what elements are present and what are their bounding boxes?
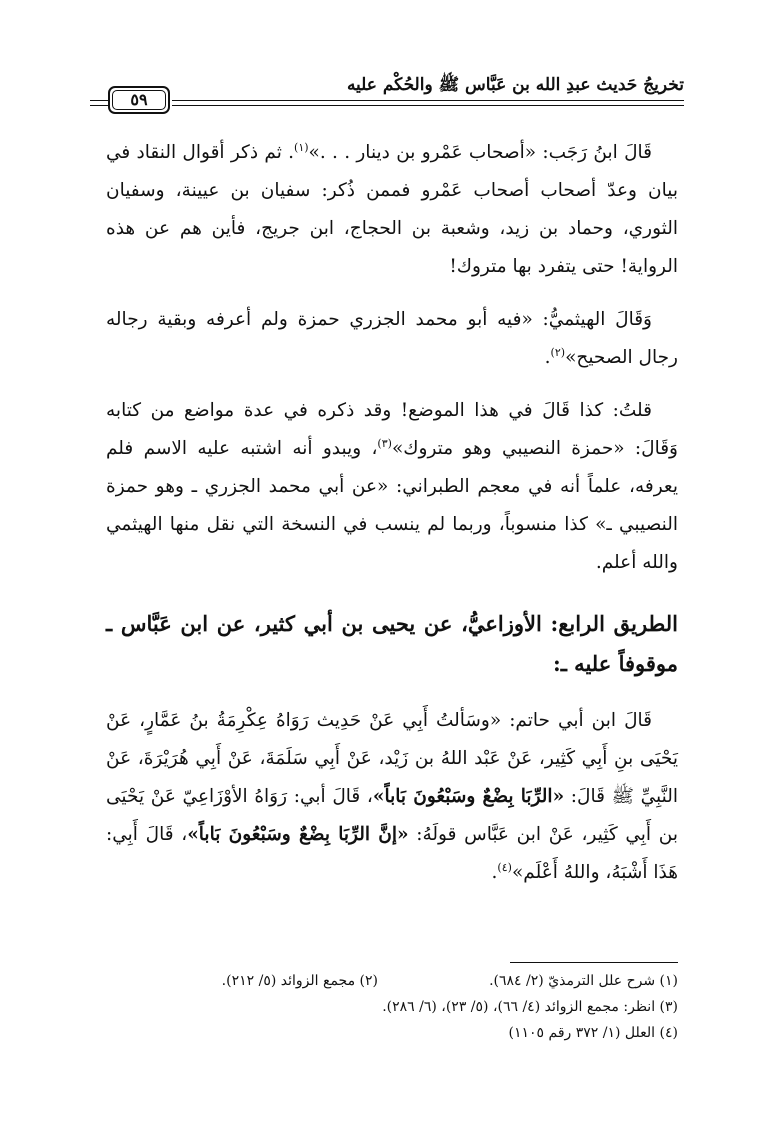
hadith-quote: «الرِّبَا بِضْعٌ وسَبْعُونَ بَاباً» [372,786,565,807]
paragraph-text: ، قَالَ أبي: رَوَاهُ الأوْزَاعِيّ عَنْ يَحْيَى بن أَبِي كَثِير، عَنْ ابن عَبَّاس قولَهُ: [106,786,678,845]
page-number-rule-right [172,100,178,106]
paragraph-ibn-abi-hatim [106,702,678,892]
page-number-frame [108,86,170,114]
footnote-ref-4[interactable]: (٤) [497,860,512,874]
running-header [90,70,684,132]
page-number: ٥٩ [130,90,148,109]
paragraph-text: ، قَالَ أَبِي: هَذَا أَشْبَهُ، واللهُ أَعْلَم» [106,824,678,883]
footnote-row [106,1020,678,1046]
footnote-ref-3[interactable]: (٣) [377,436,392,450]
main-text [106,134,678,907]
paragraph-author-note [106,392,678,582]
footnote-2: (٢) مجمع الزوائد (٥/ ٢١٢). [221,973,378,989]
hadith-quote: «إنَّ الرِّبَا بِضْعٌ وسَبْعُونَ بَاباً» [187,824,409,845]
paragraph-haythami [106,301,678,377]
footnote-row [106,968,678,994]
paragraph-text: قلتُ: كذا قَالَ في هذا الموضع! وقد ذكره في عدة مواضع من كتابه وَقَالَ: «حمزة النصيبي وهو متروك» [106,400,678,459]
paragraph-text: قَالَ ابنُ رَجَب: «أصحاب عَمْرو بن دينار . . .» [308,142,652,163]
footnote-ref-2[interactable]: (٢) [550,345,566,359]
paragraph-text: . ثم ذكر أقوال النقاد في بيان وعدّ أصحاب أصحاب عَمْرو فممن ذُكر: سفيان بن عيينة، وسفيان الثوري، وحماد بن زيد، وشعبة بن الحجاج، ابن جريج، فأين هم عن هذه الرواية! حتى يتفرد بها متروك! [106,142,678,277]
paragraph-text: . [544,347,551,368]
footnote-separator [510,962,678,963]
footnotes [106,968,678,1046]
footnote-1: (١) شرح علل الترمذيّ (٢/ ٦٨٤). [489,973,678,989]
paragraph-ibn-rajab [106,134,678,286]
page-number-box [90,86,178,116]
header-rule [178,100,684,106]
header-title: تخريجُ حَديث عبدِ الله بن عَبَّاس ﷺ والحُكْم عليه [346,75,684,95]
section-heading: الطريق الرابع: الأوزاعيُّ، عن يحيى بن أبي كثير، عن ابن عَبَّاس ـ موقوفاً عليه ـ: [106,611,678,676]
paragraph-text: . [491,862,498,883]
footnote-3: (٣) انظر: مجمع الزوائد (٤/ ٦٦)، (٥/ ٢٣)، (٦/ ٢٨٦). [382,999,678,1015]
footnote-ref-1[interactable]: (١) [294,140,309,154]
paragraph-text: ، ويبدو أنه اشتبه عليه الاسم فلم يعرفه، علماً أنه في معجم الطبراني: «عن أبي محمد الجزري ـ وهو حمزة النصيبي ـ» كذا منسوباً، وربما لم ينسب في النسخة التي نقل منها الهيثمي والله أعلم. [106,438,678,573]
paragraph-text: قَالَ ابن أبي حاتم: «وسَألتُ أَبِي عَنْ حَدِيث رَوَاهُ عِكْرِمَةُ بنُ عَمَّارٍ، عَنْ يَحْيَى بنِ أَبِي كَثِير، عَنْ عَبْد اللهُ بن زَيْد، عَنْ أَبِي سَلَمَةَ، عَنْ أَبِي هُرَيْرَةَ، عَنْ النَّبِيِّ ﷺ قَالَ: [106,710,678,807]
paragraph-text: وَقَالَ الهيثميُّ: «فيه أبو محمد الجزري حمزة ولم أعرفه وبقية رجاله رجال الصحيح» [106,309,678,368]
footnote-4: (٤) العلل (١/ ٣٧٢ رقم ١١٠٥) [508,1025,678,1041]
page-number-rule-left [90,100,108,106]
footnote-row [106,994,678,1020]
